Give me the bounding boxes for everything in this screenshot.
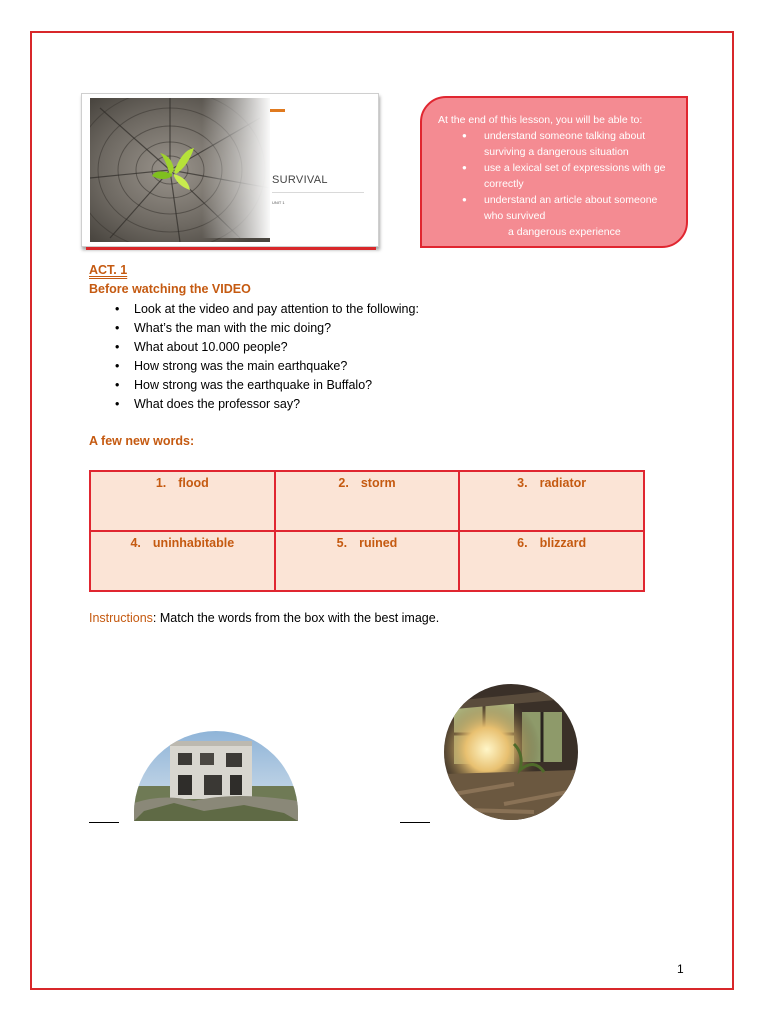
vocab-cell <box>275 531 460 591</box>
new-words-heading: A few new words: <box>89 434 195 448</box>
question-item: • What about 10.000 people? <box>112 338 419 357</box>
instructions-text: : Match the words from the box with the best image. <box>152 611 440 625</box>
question-item: • How strong was the main earthquake? <box>112 357 419 376</box>
abandoned-room-photo <box>444 684 578 820</box>
vocab-word: uninhabitable <box>152 536 235 550</box>
vocab-word: storm <box>360 476 396 490</box>
activity-label: ACT. 1 <box>89 263 128 277</box>
answer-blank-1[interactable] <box>89 810 119 823</box>
page-number: 1 <box>677 962 684 976</box>
vocab-number: 1. <box>155 476 167 490</box>
vocabulary-table <box>89 470 645 592</box>
vocab-cell <box>90 531 275 591</box>
vocab-word: radiator <box>539 476 587 490</box>
answer-blank-2[interactable] <box>400 810 430 823</box>
video-questions-list <box>112 300 419 414</box>
question-item: • What does the professor say? <box>112 395 419 414</box>
vocab-word: flood <box>178 476 209 490</box>
lesson-objectives-box <box>420 96 688 248</box>
question-item: • Look at the video and pay attention to the following: <box>112 300 419 319</box>
vocab-number: 3. <box>517 476 528 490</box>
vocab-word: blizzard <box>539 536 587 550</box>
vocab-cell <box>90 471 275 531</box>
slide-thumbnail <box>81 93 379 247</box>
objective-item: ● understand someone talking about surviving a dangerous situation <box>438 128 678 160</box>
vocab-number: 2. <box>338 476 349 490</box>
instructions-label: Instructions <box>89 611 153 625</box>
vocab-word: ruined <box>359 536 398 550</box>
objective-item: ● understand an article about someone who survived <box>438 192 678 224</box>
vocab-number: 5. <box>336 536 348 550</box>
slide-accent-bar <box>270 109 285 112</box>
objectives-intro: At the end of this lesson, you will be able to: <box>438 114 643 126</box>
objectives-list <box>438 128 678 224</box>
vocab-cell <box>459 471 644 531</box>
objective-item: ● use a lexical set of expressions with ge correctly <box>438 160 678 192</box>
vocab-cell <box>275 471 460 531</box>
question-item: • What’s the man with the mic doing? <box>112 319 419 338</box>
slide-subtitle: UNIT 1 <box>272 200 285 205</box>
slide-title: SURVIVAL <box>272 174 364 193</box>
slide-bottom-bar <box>86 247 376 250</box>
vocab-number: 4. <box>130 536 141 550</box>
objectives-tail: a dangerous experience <box>508 226 621 238</box>
vocab-number: 6. <box>517 536 528 550</box>
vocab-cell <box>459 531 644 591</box>
before-watching-heading: Before watching the VIDEO <box>89 282 251 296</box>
instructions <box>89 611 439 625</box>
ruined-house-photo <box>134 731 298 821</box>
question-item: • How strong was the earthquake in Buffalo? <box>112 376 419 395</box>
slide-image-fade <box>202 94 272 238</box>
